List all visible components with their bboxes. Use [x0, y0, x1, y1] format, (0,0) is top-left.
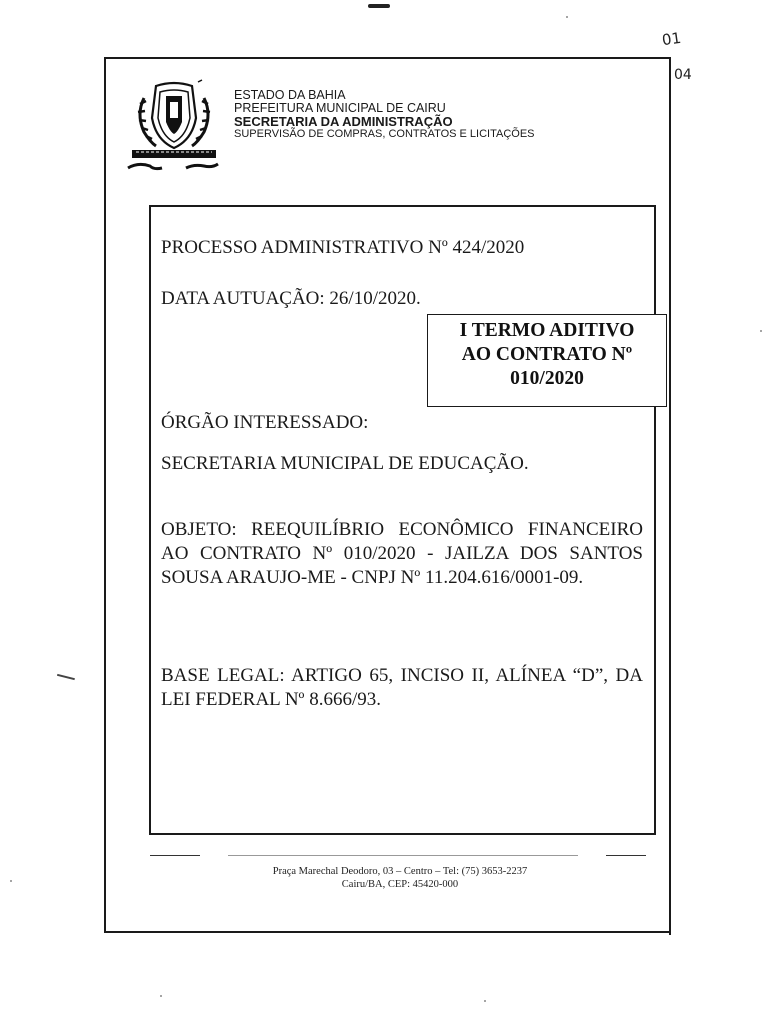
- termo-line-1: I TERMO ADITIVO: [459, 320, 635, 341]
- base-legal-paragraph: BASE LEGAL: ARTIGO 65, INCISO II, ALÍNEA “D”, DA LEI FEDERAL Nº 8.666/93.: [161, 665, 643, 710]
- termo-line-2: AO CONTRATO Nº: [461, 344, 633, 365]
- objeto-paragraph: OBJETO: REEQUILÍBRIO ECONÔMICO FINANCEIRO AO CONTRATO Nº 010/2020 - JAILZA DOS SANTOS SOUSA ARAUJO-ME - CNPJ Nº 11.204.616/0001-09.: [161, 519, 643, 588]
- footer-rule-right: [606, 855, 646, 856]
- scan-mark-left: [57, 674, 75, 680]
- termo-aditivo-box: [427, 314, 667, 407]
- scan-mark-top: [368, 4, 390, 8]
- scan-dot: [566, 16, 568, 18]
- scan-dot: [10, 880, 12, 882]
- orgao-label: ÓRGÃO INTERESSADO:: [161, 412, 369, 433]
- header-supervisao: SUPERVISÃO DE COMPRAS, CONTRATOS E LICITAÇÕES: [234, 128, 535, 140]
- processo-number: PROCESSO ADMINISTRATIVO Nº 424/2020: [161, 237, 525, 258]
- municipal-crest-icon: [126, 78, 222, 174]
- scan-dot: [760, 330, 762, 332]
- termo-line-3: 010/2020: [510, 368, 584, 389]
- footer-rule-left: [150, 855, 200, 856]
- header-state: ESTADO DA BAHIA: [234, 88, 346, 102]
- footer-address: [150, 865, 650, 891]
- footer-line-2: Cairu/BA, CEP: 45420-000: [341, 879, 459, 890]
- page-mark-top: 01: [660, 28, 683, 50]
- footer-line-1: Praça Marechal Deodoro, 03 – Centro – Tel: (75) 3653-2237: [272, 866, 528, 877]
- page-number-mark: 04: [674, 67, 692, 83]
- page-frame-right: [669, 57, 671, 935]
- scan-dot: [484, 1000, 486, 1002]
- letterhead: [234, 89, 535, 141]
- header-secretaria: SECRETARIA DA ADMINISTRAÇÃO: [234, 114, 453, 129]
- orgao-value: SECRETARIA MUNICIPAL DE EDUCAÇÃO.: [161, 453, 529, 474]
- footer-rule-center: [228, 855, 578, 856]
- data-autuacao: DATA AUTUAÇÃO: 26/10/2020.: [161, 288, 421, 309]
- scan-dot: [160, 995, 162, 997]
- header-prefeitura: PREFEITURA MUNICIPAL DE CAIRU: [234, 101, 446, 115]
